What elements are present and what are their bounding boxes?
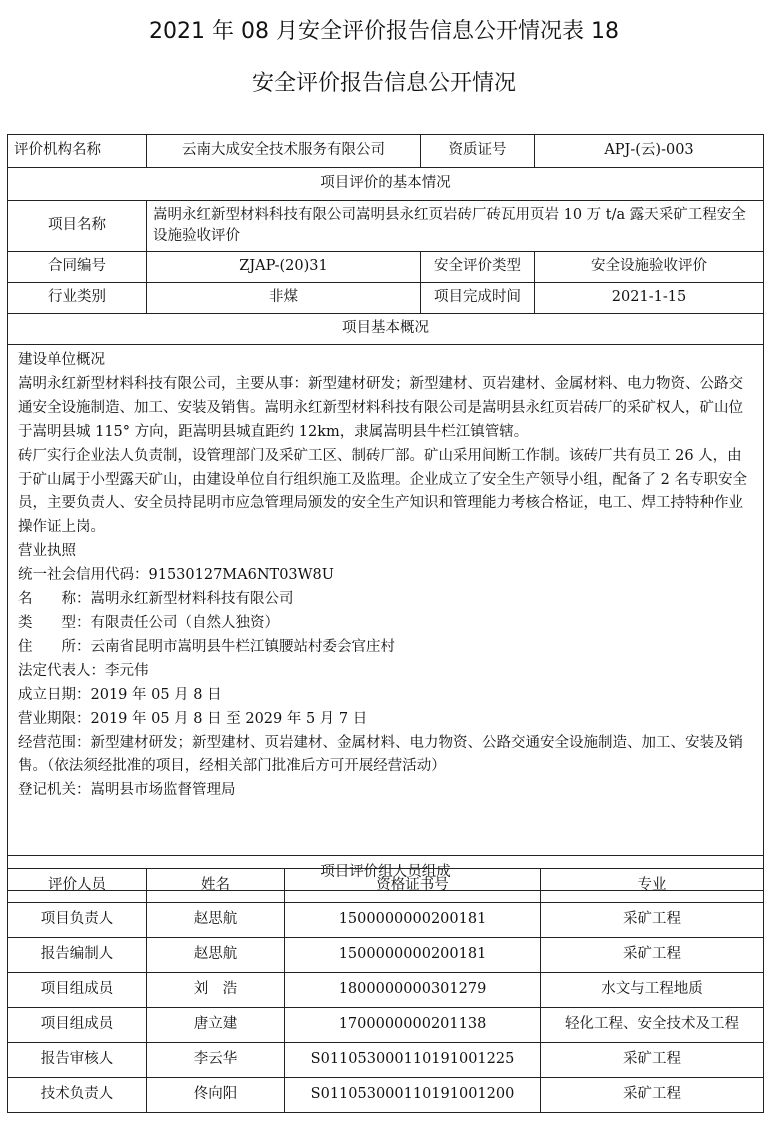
team-role: 技术负责人 xyxy=(8,1078,147,1113)
finish-label: 项目完成时间 xyxy=(421,283,535,314)
team-role: 项目组成员 xyxy=(8,973,147,1008)
overview-line: 成立日期：2019 年 05 月 8 日 xyxy=(18,686,222,703)
team-col-cert: 资格证书号 xyxy=(285,869,541,903)
table-row xyxy=(8,973,764,1008)
contract-value: ZJAP-(20)31 xyxy=(147,252,421,283)
team-heading: 项目评价组人员组成 xyxy=(8,856,764,891)
overview-line: 统一社会信用代码：91530127MA6NT03W8U xyxy=(18,567,335,584)
team-major: 轻化工程、安全技术及工程 xyxy=(541,1008,764,1043)
team-name: 佟向阳 xyxy=(147,1078,285,1113)
team-cert: 1800000000301279 xyxy=(285,973,541,1008)
contract-row xyxy=(8,252,764,283)
eval-type-label: 安全评价类型 xyxy=(421,252,535,283)
basic-heading: 项目评价的基本情况 xyxy=(8,168,764,201)
project-name-label: 项目名称 xyxy=(8,201,147,252)
table-row xyxy=(8,1043,764,1078)
project-name-value: 嵩明永红新型材料科技有限公司嵩明县永红页岩砖厂砖瓦用页岩 10 万 t/a 露天采矿工程安全设施验收评价 xyxy=(147,201,764,252)
team-role: 报告编制人 xyxy=(8,938,147,973)
overview-heading-row xyxy=(8,314,764,345)
team-major: 采矿工程 xyxy=(541,938,764,973)
overview-line: 经营范围：新型建材研发；新型建材、页岩建材、金属材料、电力物资、公路交通安全设施制造、加工、安装及销售。（依法须经批准的项目，经相关部门批准后方可开展经营活动） xyxy=(18,734,743,775)
document-subtitle: 安全评价报告信息公开情况 xyxy=(251,71,516,96)
eval-type-value: 安全设施验收评价 xyxy=(535,252,764,283)
team-name: 赵思航 xyxy=(147,903,285,938)
overview-line: 营业执照 xyxy=(18,543,76,560)
team-name: 李云华 xyxy=(147,1043,285,1078)
overview-heading: 项目基本概况 xyxy=(8,314,764,345)
org-row xyxy=(8,135,764,168)
contract-label: 合同编号 xyxy=(8,252,147,283)
team-cert: S011053000110191001200 xyxy=(285,1078,541,1113)
team-major: 采矿工程 xyxy=(541,1043,764,1078)
overview-line: 营业期限：2019 年 05 月 8 日 至 2029 年 5 月 7 日 xyxy=(18,710,368,727)
team-name: 唐立建 xyxy=(147,1008,285,1043)
team-cert: 1500000000200181 xyxy=(285,903,541,938)
team-cert: 1500000000200181 xyxy=(285,938,541,973)
team-role: 报告审核人 xyxy=(8,1043,147,1078)
table-row xyxy=(8,938,764,973)
overview-line: 类 型：有限责任公司（自然人独资） xyxy=(18,614,279,631)
team-cert: S011053000110191001225 xyxy=(285,1043,541,1078)
overview-line: 登记机关：嵩明县市场监督管理局 xyxy=(18,782,236,799)
table-row xyxy=(8,1078,764,1113)
overview-row xyxy=(8,345,764,856)
team-header-row xyxy=(8,869,764,903)
info-table xyxy=(7,134,764,891)
table-row xyxy=(8,903,764,938)
industry-value: 非煤 xyxy=(147,283,421,314)
team-col-major: 专业 xyxy=(541,869,764,903)
overview-line: 名 称：嵩明永红新型材料科技有限公司 xyxy=(18,591,294,608)
org-label: 评价机构名称 xyxy=(8,135,147,168)
overview-line: 砖厂实行企业法人负责制，设管理部门及采矿工区、制砖厂部。矿山采用间断工作制。该砖厂共有员工 26 人，由于矿山属于小型露天矿山，由建设单位自行组织施工及监理。企业成立了安全生产领导小组，配备了 2 名专职安全员，主要负责人、安全员持昆明市应急管理局颁发的安全生产知识和管理能力考核合格证，电工、焊工持特种作业操作证上岗。 xyxy=(18,447,747,536)
industry-row xyxy=(8,283,764,314)
overview-line: 法定代表人：李元伟 xyxy=(18,662,149,679)
overview-line: 建设单位概况 xyxy=(18,352,105,368)
team-col-name: 姓名 xyxy=(147,869,285,903)
finish-value: 2021-1-15 xyxy=(535,283,764,314)
team-name: 赵思航 xyxy=(147,938,285,973)
cert-label: 资质证号 xyxy=(421,135,535,168)
team-col-role: 评价人员 xyxy=(8,869,147,903)
team-major: 水文与工程地质 xyxy=(541,973,764,1008)
org-value: 云南大成安全技术服务有限公司 xyxy=(147,135,421,168)
industry-label: 行业类别 xyxy=(8,283,147,314)
team-table xyxy=(7,868,764,1113)
team-cert: 1700000000201138 xyxy=(285,1008,541,1043)
project-name-row xyxy=(8,201,764,252)
overview-line: 嵩明永红新型材料科技有限公司，主要从事：新型建材研发；新型建材、页岩建材、金属材料、电力物资、公路交通安全设施制造、加工、安装及销售。嵩明永红新型材料科技有限公司是嵩明县永红页岩砖厂的采矿权人，矿山位于嵩明县城 115° 方向，距嵩明县城直距约 12km，隶属嵩明县牛栏江镇管辖。 xyxy=(18,375,743,440)
overview-body xyxy=(8,345,764,856)
cert-value: APJ-(云)-003 xyxy=(535,135,764,168)
team-role: 项目组成员 xyxy=(8,1008,147,1043)
team-major: 采矿工程 xyxy=(541,903,764,938)
overview-line: 住 所：云南省昆明市嵩明县牛栏江镇腰站村委会官庄村 xyxy=(18,638,395,655)
team-name: 刘 浩 xyxy=(147,973,285,1008)
basic-heading-row xyxy=(8,168,764,201)
document-title: 2021 年 08 月安全评价报告信息公开情况表 18 xyxy=(149,19,619,44)
team-role: 项目负责人 xyxy=(8,903,147,938)
table-row xyxy=(8,1008,764,1043)
team-major: 采矿工程 xyxy=(541,1078,764,1113)
